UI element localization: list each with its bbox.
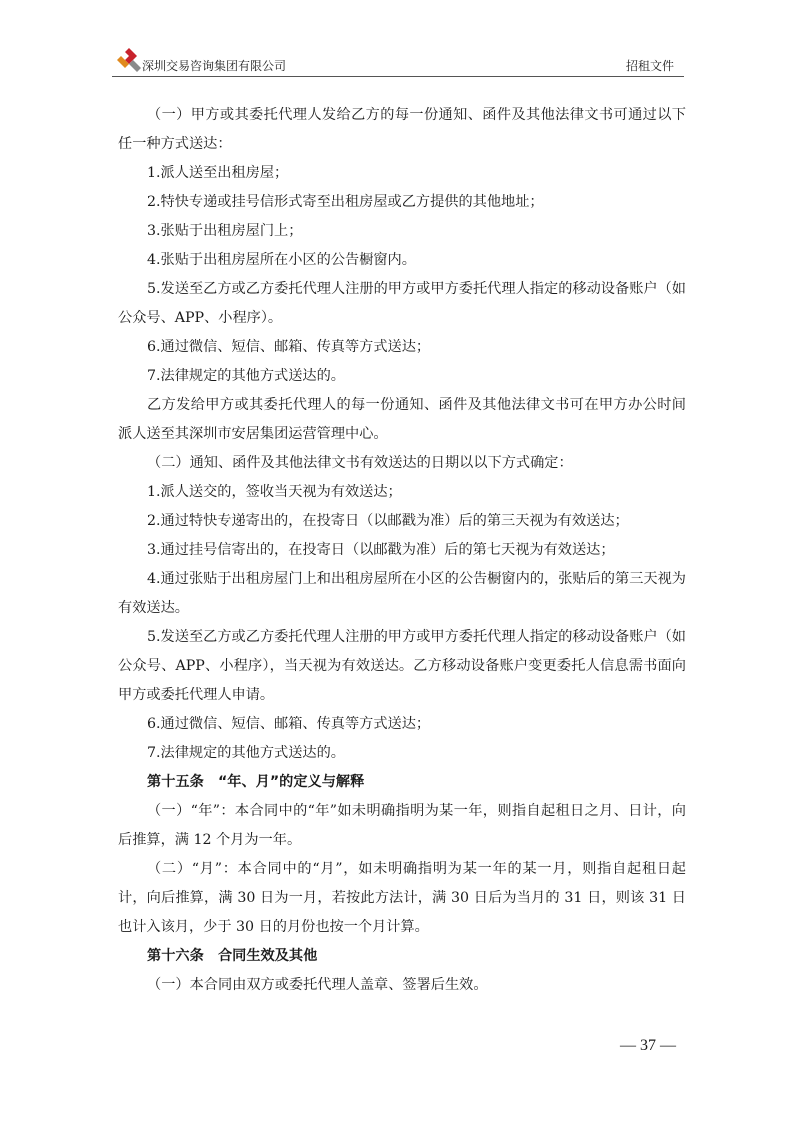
paragraph: 2.特快专递或挂号信形式寄至出租房屋或乙方提供的其他地址；: [147, 194, 544, 210]
article-heading: 第十六条 合同生效及其他: [147, 948, 318, 964]
paragraph: 7.法律规定的其他方式送达的。: [147, 368, 345, 384]
paragraph: 3.张贴于出租房屋门上；: [147, 223, 303, 239]
page-number: — 37 —: [620, 1037, 676, 1054]
paragraph: 乙方发给甲方或其委托代理人的每一份通知、函件及其他法律文书可在甲方办公时间派人送至其深圳市安居集团运营管理中心。: [118, 397, 686, 442]
paragraph: 7.法律规定的其他方式送达的。: [147, 745, 345, 761]
article-heading: 第十五条 “年、月”的定义与解释: [147, 774, 365, 790]
paragraph: （二）通知、函件及其他法律文书有效送达的日期以以下方式确定：: [147, 455, 573, 471]
company-logo-icon: [116, 46, 142, 72]
paragraph: 1.派人送至出租房屋；: [147, 165, 289, 181]
paragraph: （一）甲方或其委托代理人发给乙方的每一份通知、函件及其他法律文书可通过以下任一种方式送达：: [118, 107, 686, 152]
paragraph: （一）本合同由双方或委托代理人盖章、签署后生效。: [147, 977, 488, 993]
paragraph: 6.通过微信、短信、邮箱、传真等方式送达；: [147, 339, 431, 355]
paragraph: 5.发送至乙方或乙方委托代理人注册的甲方或甲方委托代理人指定的移动设备账户（如公众号、APP、小程序），当天视为有效送达。乙方移动设备账户变更委托人信息需书面向甲方或委托代理人申请。: [118, 629, 686, 703]
document-type: 招租文件: [625, 59, 674, 73]
paragraph: 5.发送至乙方或乙方委托代理人注册的甲方或甲方委托代理人指定的移动设备账户（如公众号、APP、小程序）。: [118, 281, 686, 326]
paragraph: 3.通过挂号信寄出的，在投寄日（以邮戳为准）后的第七天视为有效送达；: [147, 542, 615, 558]
paragraph: 2.通过特快专递寄出的，在投寄日（以邮戳为准）后的第三天视为有效送达；: [147, 513, 629, 529]
paragraph: 4.通过张贴于出租房屋门上和出租房屋所在小区的公告橱窗内的，张贴后的第三天视为有效送达。: [118, 571, 686, 616]
paragraph: 6.通过微信、短信、邮箱、传真等方式送达；: [147, 716, 431, 732]
company-name: 深圳交易咨询集团有限公司: [142, 59, 287, 73]
paragraph: （二）“月”：本合同中的“月”，如未明确指明为某一年的某一月，则指自起租日起计，向后推算，满 30 日为一月，若按此方法计，满 30 日后为当月的 31 日，则该 31 日也计入该月，少于 30 日的月份也按一个月计算。: [118, 861, 686, 935]
paragraph: （一）“年”：本合同中的“年”如未明确指明为某一年，则指自起租日之月、日计，向后推算，满 12 个月为一年。: [118, 803, 686, 848]
paragraph: 1.派人送交的，签收当天视为有效送达；: [147, 484, 402, 500]
page-header: [112, 44, 684, 77]
document-body: [118, 101, 686, 1000]
paragraph: 4.张贴于出租房屋所在小区的公告橱窗内。: [147, 252, 416, 268]
